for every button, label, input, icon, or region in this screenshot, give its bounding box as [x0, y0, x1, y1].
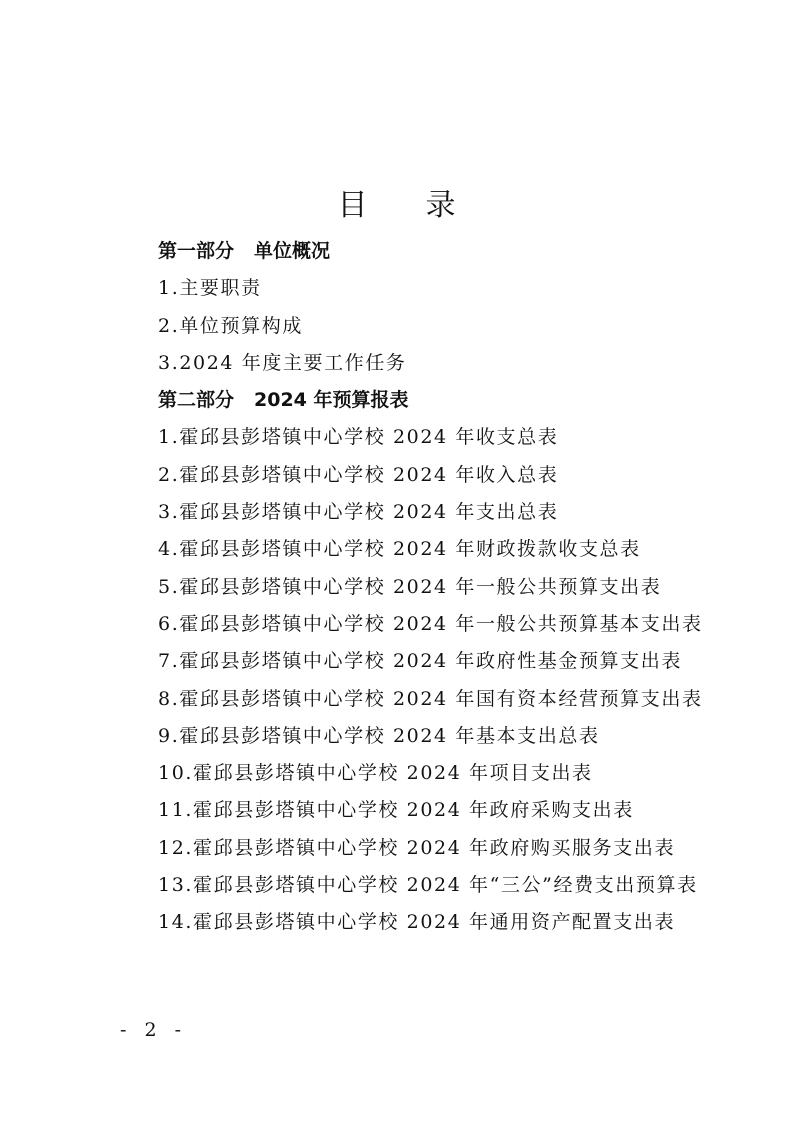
toc-item: 1.主要职责 — [158, 277, 262, 300]
toc-item: 10.霍邱县彭塔镇中心学校 2024 年项目支出表 — [158, 762, 593, 785]
toc-item: 13.霍邱县彭塔镇中心学校 2024 年“三公”经费支出预算表 — [158, 874, 698, 897]
table-of-contents — [158, 233, 758, 942]
section-heading-2 — [158, 382, 758, 419]
page-title — [0, 186, 793, 226]
toc-item: 4.霍邱县彭塔镇中心学校 2024 年财政拨款收支总表 — [158, 538, 641, 561]
toc-item: 2.单位预算构成 — [158, 314, 303, 337]
toc-item: 9.霍邱县彭塔镇中心学校 2024 年基本支出总表 — [158, 724, 600, 747]
toc-item: 12.霍邱县彭塔镇中心学校 2024 年政府购买服务支出表 — [158, 836, 676, 859]
section-name: 单位概况 — [254, 240, 331, 262]
toc-item: 14.霍邱县彭塔镇中心学校 2024 年通用资产配置支出表 — [158, 911, 676, 934]
section-number: 第一部分 — [158, 240, 235, 262]
toc-item: 6.霍邱县彭塔镇中心学校 2024 年一般公共预算基本支出表 — [158, 612, 703, 635]
toc-item: 3.霍邱县彭塔镇中心学校 2024 年支出总表 — [158, 501, 559, 524]
toc-item: 11.霍邱县彭塔镇中心学校 2024 年政府采购支出表 — [158, 799, 634, 822]
toc-item: 7.霍邱县彭塔镇中心学校 2024 年政府性基金预算支出表 — [158, 650, 682, 673]
toc-item: 3.2024 年度主要工作任务 — [158, 351, 407, 374]
toc-item: 2.霍邱县彭塔镇中心学校 2024 年收入总表 — [158, 463, 559, 486]
section-number: 第二部分 — [158, 389, 235, 412]
section-heading-1 — [158, 233, 758, 270]
section-name: 2024 年预算报表 — [254, 389, 409, 412]
toc-item: 8.霍邱县彭塔镇中心学校 2024 年国有资本经营预算支出表 — [158, 687, 703, 710]
page-number: - 2 - — [120, 1019, 188, 1041]
title-char-2: 录 — [425, 188, 456, 224]
toc-item: 1.霍邱县彭塔镇中心学校 2024 年收支总表 — [158, 426, 559, 449]
title-char-1: 目 — [337, 188, 368, 224]
toc-item: 5.霍邱县彭塔镇中心学校 2024 年一般公共预算支出表 — [158, 575, 662, 598]
